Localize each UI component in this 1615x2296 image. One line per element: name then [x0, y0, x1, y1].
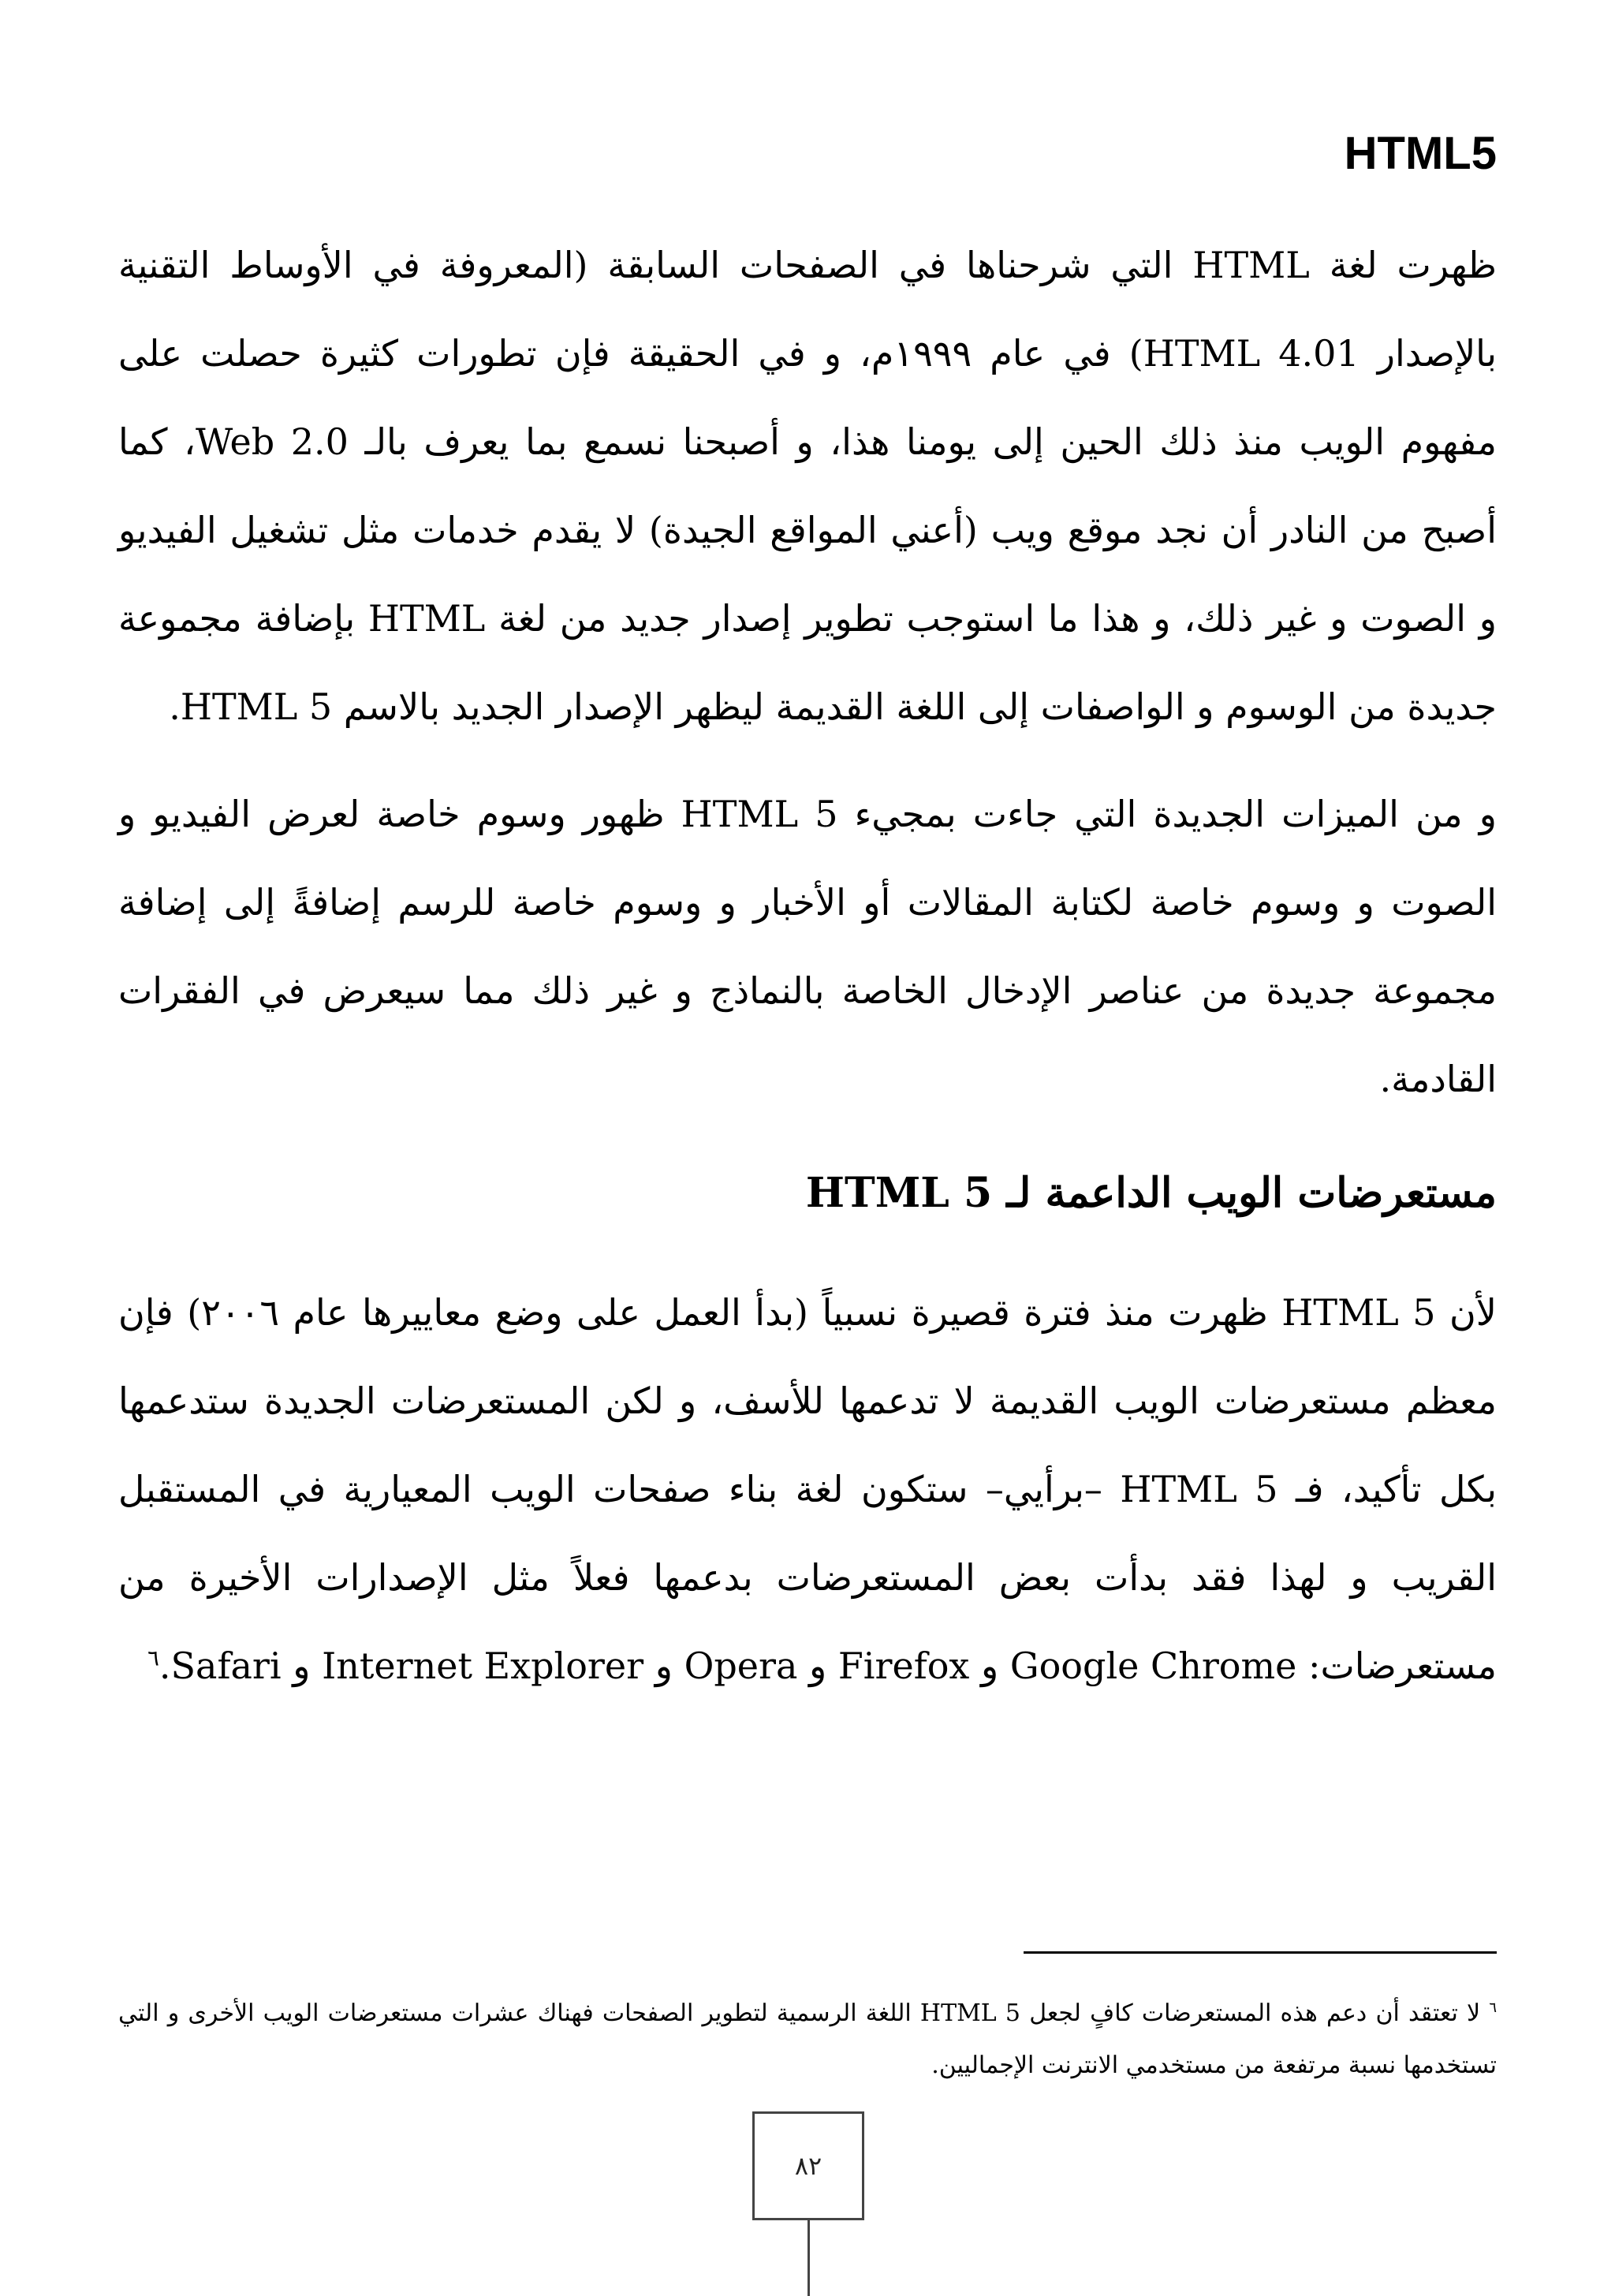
page-number-stem [808, 2220, 810, 2296]
paragraph-intro: ظهرت لغة HTML التي شرحناها في الصفحات السابقة (المعروفة في الأوساط التقنية بالإصدار HTML 4.01) في عام ١٩٩٩م، و في الحقيقة فإن تطورات كثيرة حصلت على مفهوم الويب منذ ذلك الحين إلى يومنا هذا، و أصبحنا نسمع بما يعرف بالـ Web 2.0، كما أصبح من النادر أن نجد موقع ويب (أعني المواقع الجيدة) لا يقدم خدمات مثل تشغيل الفيديو و الصوت و غير ذلك، و هذا ما استوجب تطوير إصدار جديد من لغة HTML بإضافة مجموعة جديدة من الوسوم و الواصفات إلى اللغة القديمة ليظهر الإصدار الجديد بالاسم HTML 5. [118, 244, 1497, 728]
paragraph-browsers-text: لأن HTML 5 ظهرت منذ فترة قصيرة نسبياً (بدأ العمل على وضع معاييرها عام ٢٠٠٦) فإن معظم مستعرضات الويب القديمة لا تدعمها للأسف، و لكن المستعرضات الجديدة ستدعمها بكل تأكيد، فـ HTML 5 –برأيي– ستكون لغة بناء صفحات الويب المعيارية في المستقبل القريب و لهذا فقد بدأت بعض المستعرضات بدعمها فعلاً مثل الإصدارات الأخيرة من مستعرضات: Google Chrome و Firefox و Opera و Internet Explorer و Safari. [118, 1291, 1498, 1687]
section-heading-browsers: مستعرضات الويب الداعمة لـ HTML 5 [805, 1169, 1497, 1217]
document-body [118, 118, 1497, 1729]
page-number-box [752, 2111, 864, 2220]
page-number: ٨٢ [794, 2151, 822, 2181]
page-title: HTML5 [1344, 128, 1497, 179]
footnote-separator [1024, 1951, 1497, 1954]
paragraph-features: و من الميزات الجديدة التي جاءت بمجيء HTML 5 ظهور وسوم خاصة لعرض الفيديو و الصوت و وسوم خاصة لكتابة المقالات أو الأخبار و وسوم خاصة للرسم إضافةً إلى إضافة مجموعة جديدة من عناصر الإدخال الخاصة بالنماذج و غير ذلك مما سيعرض في الفقرات القادمة. [118, 793, 1497, 1100]
footnote [118, 1988, 1497, 2092]
paragraph-browsers [118, 1268, 1497, 1710]
footnote-text: لا تعتقد أن دعم هذه المستعرضات كافٍ لجعل HTML 5 اللغة الرسمية لتطوير الصفحات فهناك عشرات مستعرضات الويب الأخرى و التي تستخدمها نسبة مرتفعة من مستخدمي الانترنت الإجماليين. [118, 1999, 1497, 2079]
footnote-reference[interactable]: ٦ [147, 1645, 159, 1671]
footnote-marker: ٦ [1489, 1999, 1498, 2016]
